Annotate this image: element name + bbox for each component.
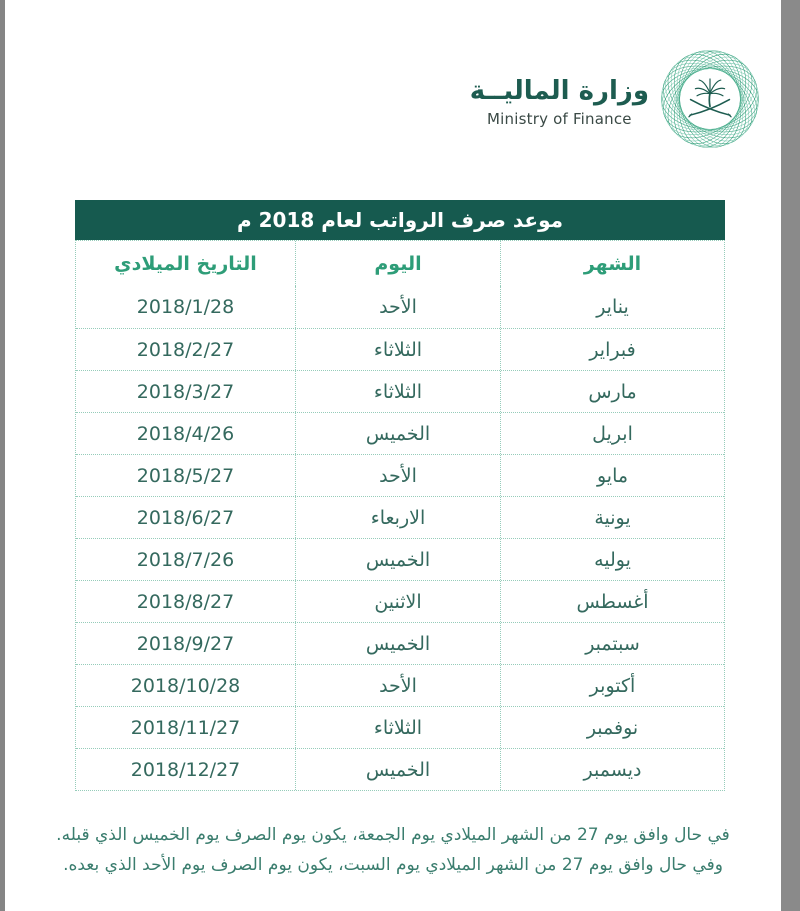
day-cell: الخميس xyxy=(296,539,501,580)
ministry-emblem-icon xyxy=(656,45,764,153)
month-cell: يوليه xyxy=(594,548,631,571)
month-cell: أغسطس xyxy=(576,590,649,613)
day-cell: الثلاثاء xyxy=(296,707,501,748)
date-cell: 2018/10/28 xyxy=(76,665,296,706)
date-cell: 2018/7/26 xyxy=(76,539,296,580)
date-cell: 2018/8/27 xyxy=(76,581,296,622)
column-header-month: الشهر xyxy=(583,252,642,275)
day-cell: الثلاثاء xyxy=(296,371,501,412)
table-row xyxy=(76,370,724,412)
viewer-gray-edge-right xyxy=(780,0,800,911)
date-cell: 2018/12/27 xyxy=(76,749,296,790)
table-row xyxy=(76,286,724,328)
date-cell: 2018/6/27 xyxy=(76,497,296,538)
table-row xyxy=(76,622,724,664)
column-header-date: التاريخ الميلادي xyxy=(76,241,296,286)
date-cell: 2018/1/28 xyxy=(76,286,296,328)
table-body xyxy=(76,286,724,790)
table-row xyxy=(76,454,724,496)
logo-english-title: Ministry of Finance xyxy=(487,110,632,129)
footnote-line-2: وفي حال وافق يوم 27 من الشهر الميلادي يوم السبت، يكون يوم الصرف يوم الأحد الذي بعده. xyxy=(63,855,723,875)
palm-and-swords-icon xyxy=(689,79,731,117)
day-cell: الخميس xyxy=(296,413,501,454)
day-cell: الاربعاء xyxy=(296,497,501,538)
month-cell: فبراير xyxy=(589,338,636,361)
month-cell: سبتمبر xyxy=(585,632,640,655)
date-cell: 2018/2/27 xyxy=(76,329,296,370)
table-row xyxy=(76,580,724,622)
day-cell: الثلاثاء xyxy=(296,329,501,370)
table-row xyxy=(76,706,724,748)
date-cell: 2018/3/27 xyxy=(76,371,296,412)
table-row xyxy=(76,538,724,580)
month-cell: يونية xyxy=(594,506,631,529)
day-cell: الخميس xyxy=(296,749,501,790)
footnote-line-1: في حال وافق يوم 27 من الشهر الميلادي يوم الجمعة، يكون يوم الصرف يوم الخميس الذي قبله. xyxy=(56,825,730,845)
footnote xyxy=(15,820,771,880)
day-cell: الخميس xyxy=(296,623,501,664)
column-header-day: اليوم xyxy=(296,241,501,286)
table-row xyxy=(76,412,724,454)
month-cell: أكتوبر xyxy=(589,674,636,697)
day-cell: الأحد xyxy=(296,665,501,706)
month-cell: ابريل xyxy=(592,422,633,445)
date-cell: 2018/11/27 xyxy=(76,707,296,748)
month-cell: يناير xyxy=(596,296,629,318)
date-cell: 2018/4/26 xyxy=(76,413,296,454)
day-cell: الأحد xyxy=(296,286,501,328)
table-grid xyxy=(75,240,725,791)
month-cell: مايو xyxy=(596,464,629,487)
table-row xyxy=(76,496,724,538)
salary-schedule-table xyxy=(75,200,725,791)
day-cell: الاثنين xyxy=(296,581,501,622)
table-title: موعد صرف الرواتب لعام 2018 م xyxy=(75,200,725,240)
logo-arabic-title: وزارة الماليــة xyxy=(469,76,649,106)
month-cell: نوفمبر xyxy=(586,716,639,739)
table-header-row xyxy=(76,241,724,286)
table-row xyxy=(76,748,724,790)
table-row xyxy=(76,328,724,370)
ministry-logo xyxy=(470,76,649,128)
table-row xyxy=(76,664,724,706)
date-cell: 2018/5/27 xyxy=(76,455,296,496)
date-cell: 2018/9/27 xyxy=(76,623,296,664)
day-cell: الأحد xyxy=(296,455,501,496)
document-page xyxy=(5,0,781,911)
month-cell: مارس xyxy=(588,380,637,403)
month-cell: ديسمبر xyxy=(583,758,642,781)
